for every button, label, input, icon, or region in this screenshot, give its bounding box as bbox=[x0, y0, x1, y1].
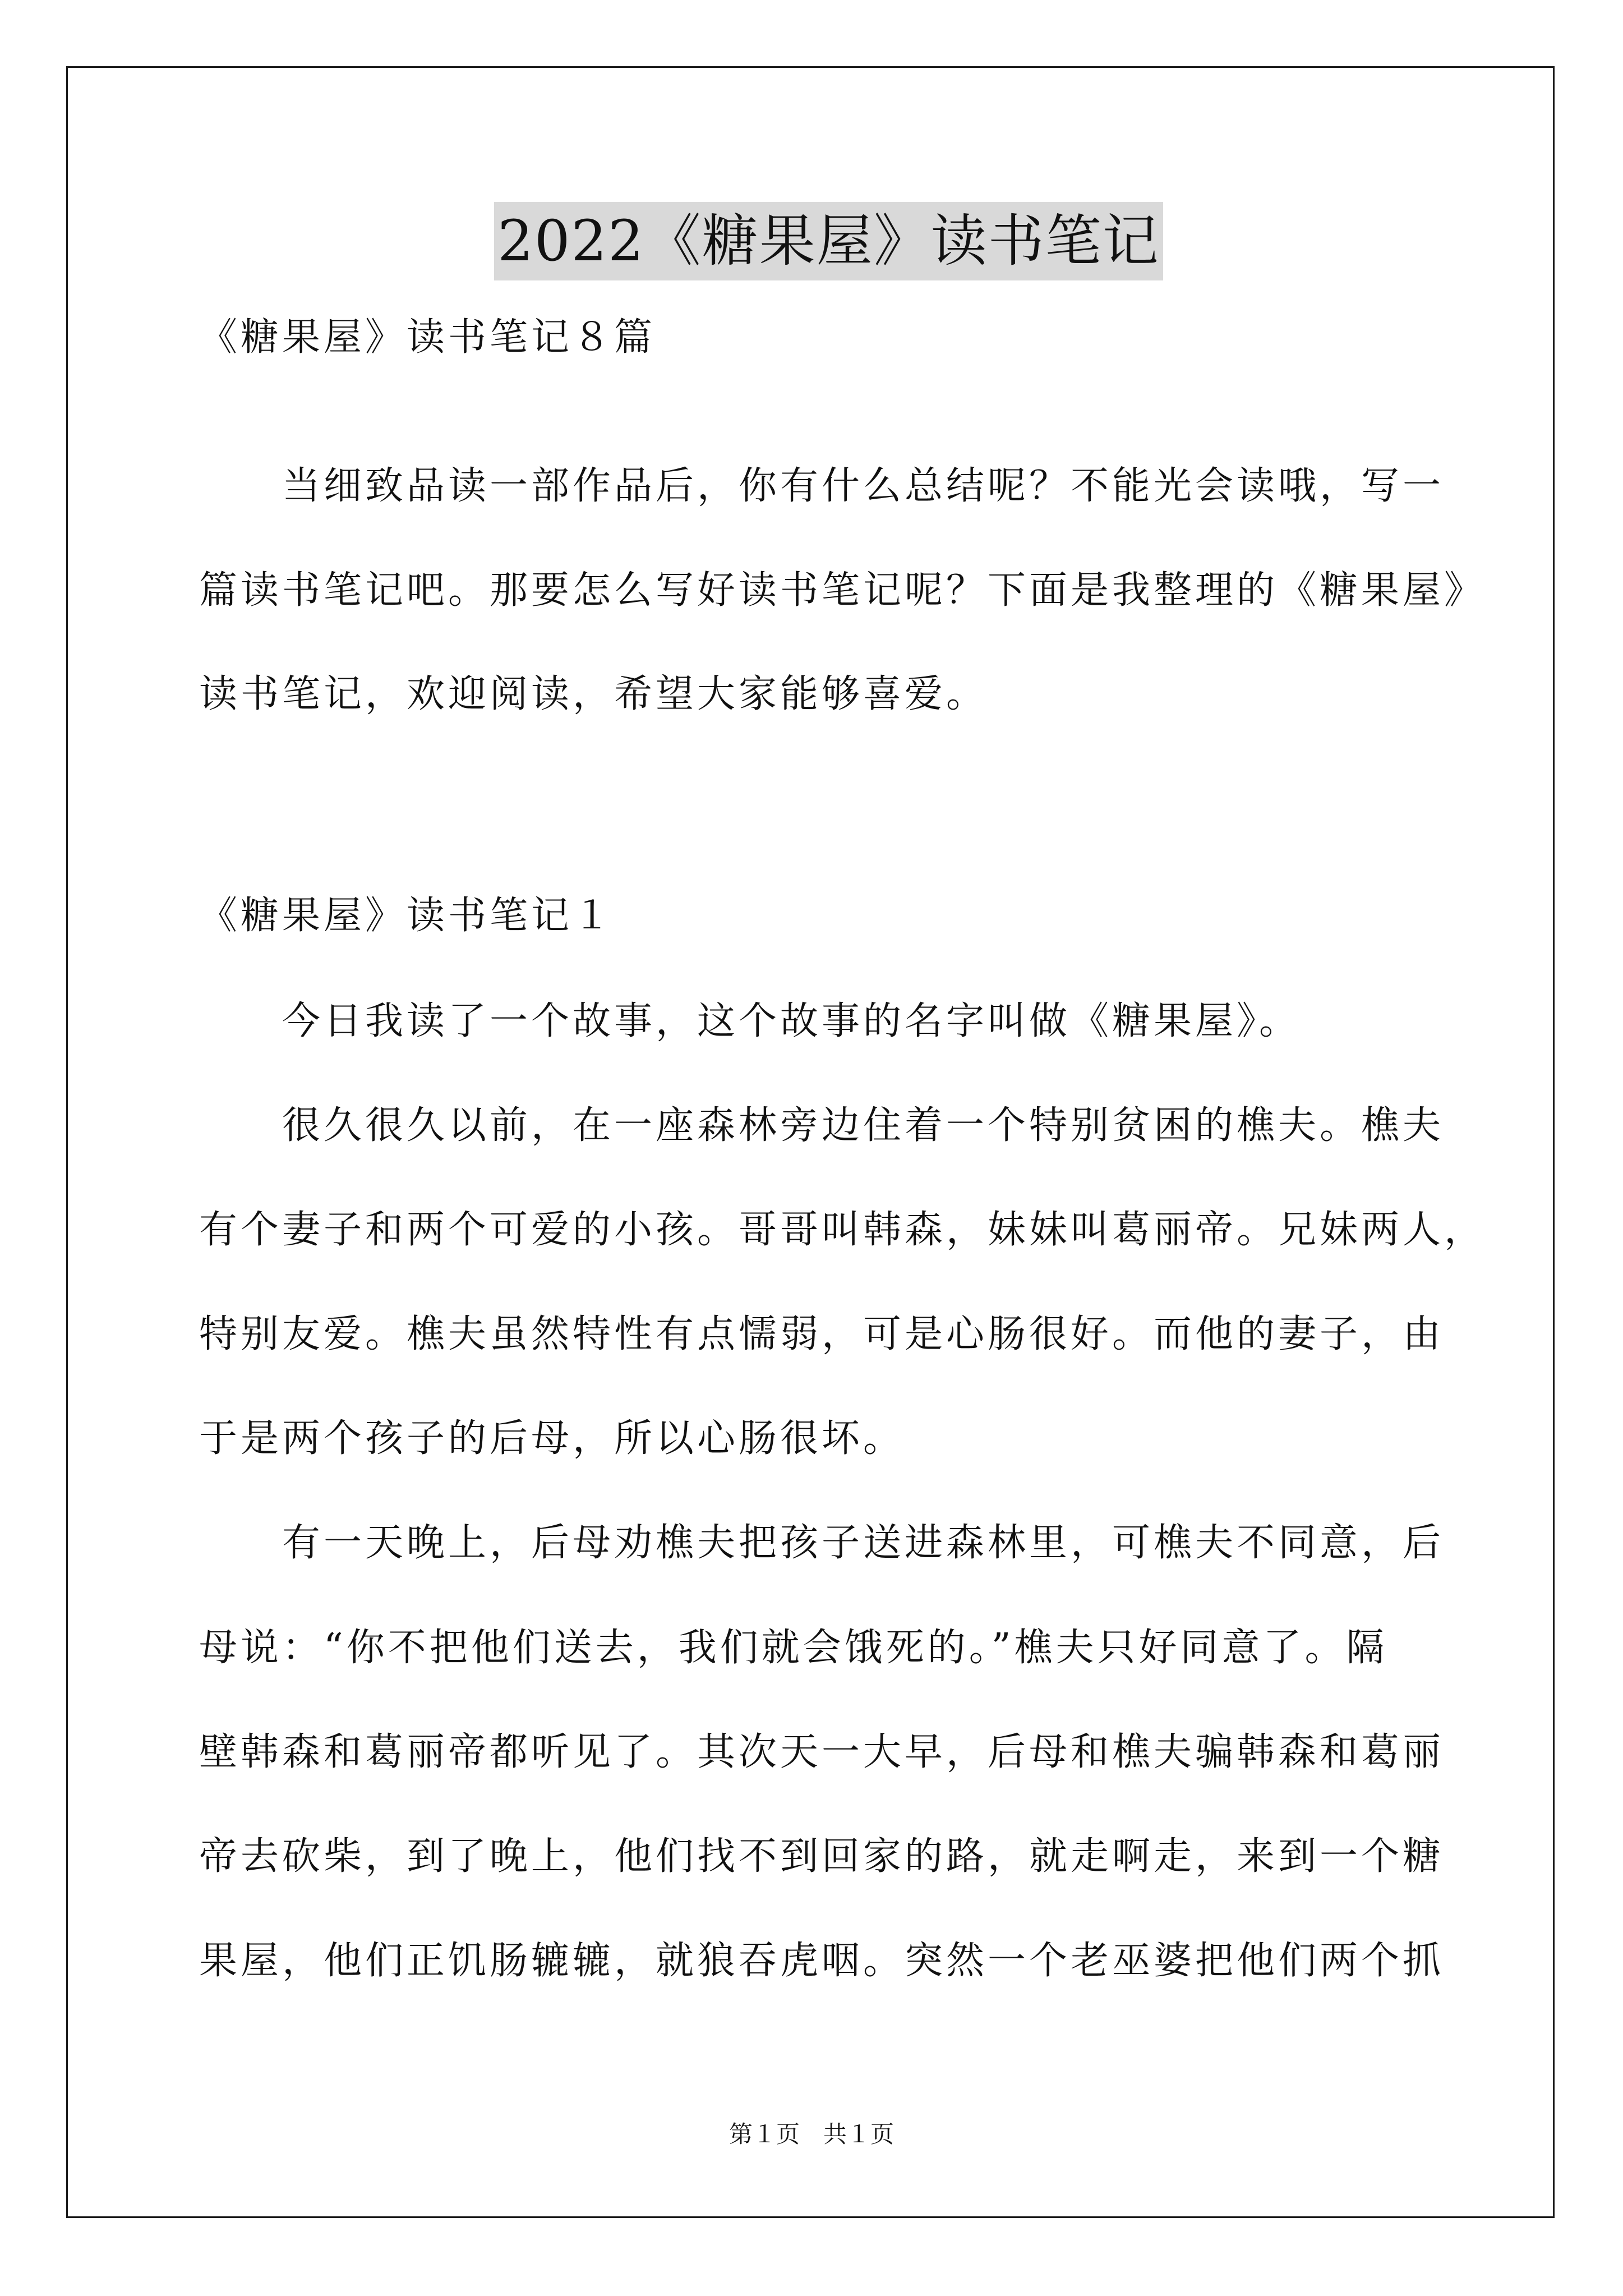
body-line-4: 特别友爱。樵夫虽然特性有点懦弱，可是心肠很好。而他的妻子，由 bbox=[199, 1312, 1445, 1356]
body-line-3: 有个妻子和两个可爱的小孩。哥哥叫韩森，妹妹叫葛丽帝。兄妹两人， bbox=[199, 1208, 1486, 1252]
document-subtitle: 《糖果屋》读书笔记８篇 bbox=[199, 315, 656, 360]
body-line-8: 壁韩森和葛丽帝都听见了。其次天一大早，后母和樵夫骗韩森和葛丽 bbox=[199, 1730, 1445, 1774]
body-line-2: 很久很久以前，在一座森林旁边住着一个特别贫困的樵夫。樵夫 bbox=[282, 1103, 1445, 1148]
title-container bbox=[199, 202, 1458, 280]
intro-line-2: 篇读书笔记吧。那要怎么写好读书笔记呢？下面是我整理的《糖果屋》 bbox=[199, 568, 1486, 613]
body-line-6: 有一天晚上，后母劝樵夫把孩子送进森林里，可樵夫不同意，后 bbox=[282, 1521, 1445, 1565]
page-footer: 第１页 共１页 bbox=[728, 2120, 894, 2148]
body-line-1: 今日我读了一个故事，这个故事的名字叫做《糖果屋》。 bbox=[282, 999, 1301, 1043]
intro-line-1: 当细致品读一部作品后，你有什么总结呢？不能光会读哦，写一 bbox=[282, 464, 1445, 508]
body-line-5: 于是两个孩子的后母，所以心肠很坏。 bbox=[199, 1416, 905, 1461]
document-title: 2022《糖果屋》读书笔记 bbox=[494, 202, 1163, 280]
body-line-10: 果屋，他们正饥肠辘辘，就狼吞虎咽。突然一个老巫婆把他们两个抓 bbox=[199, 1939, 1445, 1983]
intro-line-3: 读书笔记，欢迎阅读，希望大家能够喜爱。 bbox=[199, 672, 988, 716]
body-line-7: 母说：“你不把他们送去，我们就会饿死的。”樵夫只好同意了。隔 bbox=[199, 1626, 1388, 1670]
body-line-9: 帝去砍柴，到了晚上，他们找不到回家的路，就走啊走，来到一个糖 bbox=[199, 1834, 1445, 1879]
section-heading: 《糖果屋》读书笔记１ bbox=[199, 894, 615, 938]
